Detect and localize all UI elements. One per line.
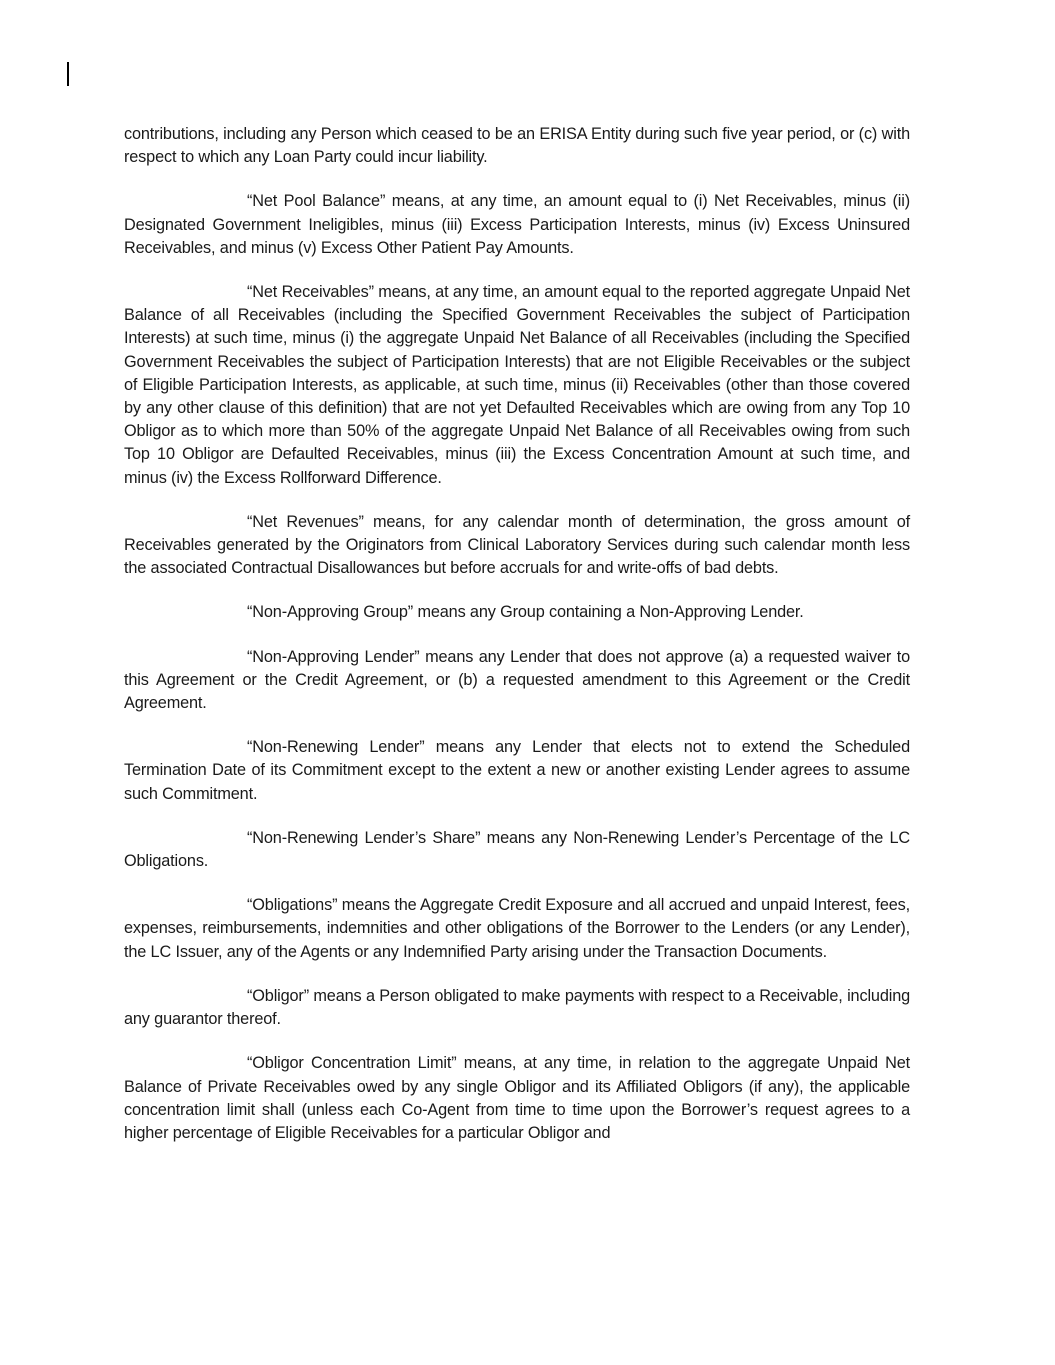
definition-non-approving-lender: “Non-Approving Lender” means any Lender that does not approve (a) a requested waiver to this Agreement or the Credit Agreement, or (b) a requested amendment to this Agreement or the Credit Agreement. [124, 647, 910, 713]
document-body [124, 123, 910, 1166]
definition-non-approving-group: “Non-Approving Group” means any Group containing a Non-Approving Lender. [247, 603, 804, 622]
definition-obligations: “Obligations” means the Aggregate Credit Exposure and all accrued and unpaid Interest, fees, expenses, reimbursements, indemnities and other obligations of the Borrower to the Lenders (or any Lender), the LC Issuer, any of the Agents or any Indemnified Party arising under the Transaction Documents. [124, 896, 910, 961]
definition-non-renewing-lenders-share: “Non-Renewing Lender’s Share” means any Non-Renewing Lender’s Percentage of the LC Obligations. [124, 828, 910, 871]
definition-non-renewing-lender: “Non-Renewing Lender” means any Lender that elects not to extend the Scheduled Termination Date of its Commitment except to the extent a new or another existing Lender agrees to assume such Commitment. [124, 738, 910, 803]
definition-obligor: “Obligor” means a Person obligated to make payments with respect to a Receivable, including any guarantor thereof. [124, 986, 910, 1029]
paragraph-erisa-continuation: contributions, including any Person which ceased to be an ERISA Entity during such five year period, or (c) with respect to which any Loan Party could incur liability. [124, 125, 910, 167]
definition-net-revenues: “Net Revenues” means, for any calendar month of determination, the gross amount of Receivables generated by the Originators from Clinical Laboratory Services during such calendar month less the associated Contractual Disallowances but before accruals for and write-offs of bad debts. [124, 512, 910, 578]
definition-net-pool-balance: “Net Pool Balance” means, at any time, an amount equal to (i) Net Receivables, minus (ii) Designated Government Ineligibles, minus (iii) Excess Participation Interests, minus (iv) Excess Uninsured Receivables, and minus (v) Excess Other Patient Pay Amounts. [124, 192, 910, 257]
definition-net-receivables: “Net Receivables” means, at any time, an amount equal to the reported aggregate Unpaid Net Balance of all Receivables (including the Specified Government Receivables the subject of Participation Interests) at such time, minus (i) the aggregate Unpaid Net Balance of all Receivables (including the Specified Government Receivables the subject of Participation Interests) that are not Eligible Receivables or the subject of Eligible Participation Interests, as applicable, at such time, minus (ii) Receivables (other than those covered by any other clause of this definition) that are not yet Defaulted Receivables which are owing from any Top 10 Obligor as to which more than 50% of the aggregate Unpaid Net Balance of all Receivables owing from such Top 10 Obligor are Defaulted Receivables, minus (iii) the Excess Concentration Amount at such time, and minus (iv) the Excess Rollforward Difference. [124, 283, 910, 487]
text-cursor [67, 62, 69, 86]
definition-obligor-concentration-limit: “Obligor Concentration Limit” means, at any time, in relation to the aggregate Unpaid Net Balance of Private Receivables owed by any single Obligor and its Affiliated Obligors (if any), the applicable concentration limit shall (unless each Co-Agent from time to time upon the Borrower’s request agrees to a higher percentage of Eligible Receivables for a particular Obligor and [124, 1054, 910, 1142]
